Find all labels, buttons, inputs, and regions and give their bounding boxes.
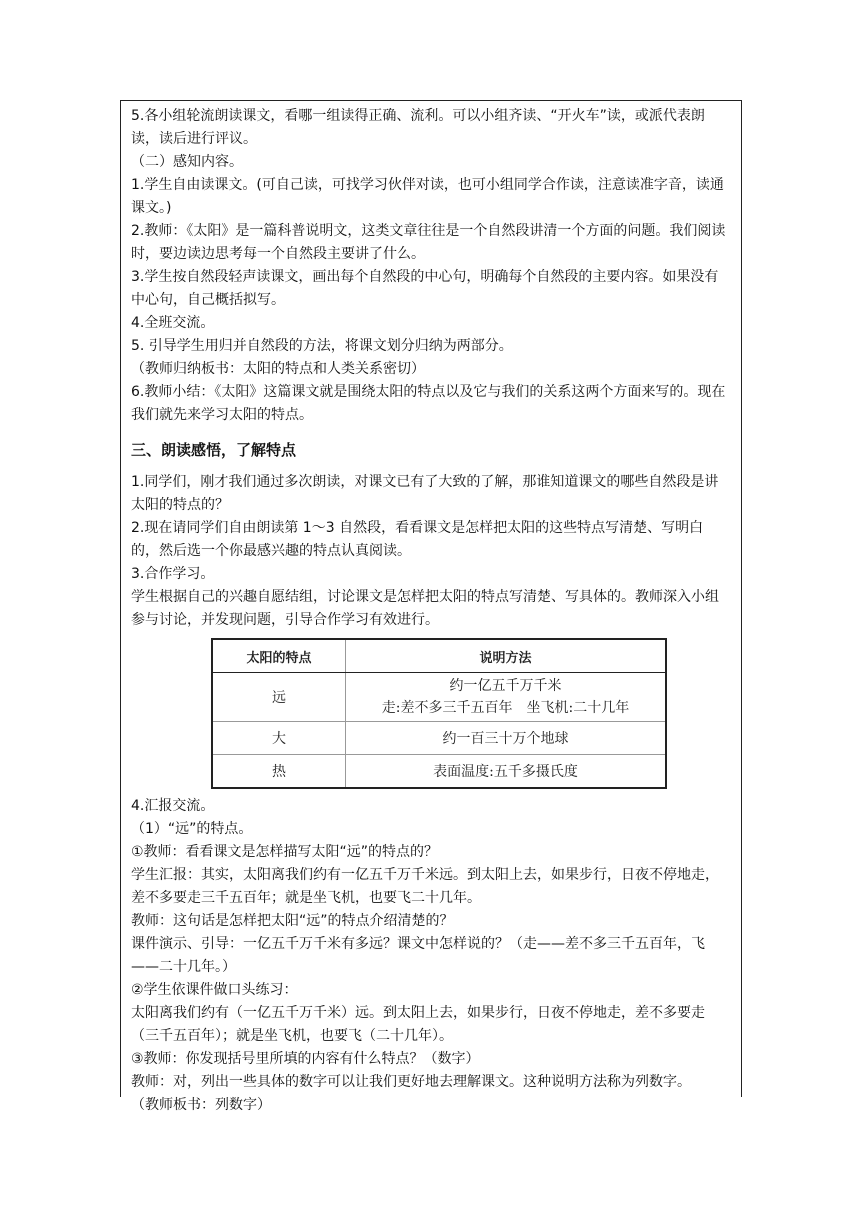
table-cell-method: 约一百三十万个地球 [346,722,667,755]
paragraph: （1）“远”的特点。 [131,821,253,837]
table-header-feature: 太阳的特点 [212,639,346,673]
paragraph: ②学生依课件做口头练习： [131,982,298,998]
table-cell-method [346,673,667,722]
method-line: 走:差不多三千五百年 坐飞机:二十几年 [381,700,630,716]
paragraph: （教师板书：列数字） [131,1097,271,1113]
paragraph: 5. 引导学生用归并自然段的方法，将课文划分归纳为两部分。 [131,338,513,354]
table-row [212,755,666,789]
paragraph: 6.教师小结：《太阳》这篇课文就是围绕太阳的特点以及它与我们的关系这两个方面来写的。现在我们就先来学习太阳的特点。 [131,384,726,423]
paragraph: 3.学生按自然段轻声读课文，画出每个自然段的中心句，明确每个自然段的主要内容。如果没有中心句，自己概括拟写。 [131,269,719,308]
paragraph: 太阳离我们约有（一亿五千万千米）远。到太阳上去，如果步行，日夜不停地走，差不多要走（三千五百年）；就是坐飞机，也要飞（二十几年）。 [131,1005,705,1044]
table-cell-feature: 大 [212,722,346,755]
paragraph: 课件演示、引导：一亿五千万千米有多远？课文中怎样说的？（走——差不多三千五百年，飞——二十几年。） [131,936,705,975]
paragraph: ①教师：看看课文是怎样描写太阳“远”的特点的？ [131,844,439,860]
paragraph: 4.全班交流。 [131,315,215,331]
paragraph: 学生根据自己的兴趣自愿结组，讨论课文是怎样把太阳的特点写清楚、写具体的。教师深入小组参与讨论，并发现问题，引导合作学习有效进行。 [131,589,719,628]
paragraph: ③教师：你发现括号里所填的内容有什么特点？（数字） [131,1051,480,1067]
table-header-row [212,639,666,673]
paragraph: 学生汇报：其实，太阳离我们约有一亿五千万千米远。到太阳上去，如果步行，日夜不停地走，差不多要走三千五百年；就是坐飞机，也要飞二十几年。 [131,867,719,906]
lesson-plan-cell [120,100,742,1113]
paragraph: 4.汇报交流。 [131,798,215,814]
lesson-content [131,105,731,1117]
table-cell-feature: 热 [212,755,346,789]
paragraph: 1.学生自由读课文。(可自己读，可找学习伙伴对读，也可小组同学合作读，注意读准字音，读通课文。) [131,177,724,216]
paragraph: 3.合作学习。 [131,566,215,582]
paragraph: 1.同学们，刚才我们通过多次朗读，对课文已有了大致的了解，那谁知道课文的哪些自然段是讲太阳的特点的？ [131,474,719,513]
table-cell-method: 表面温度:五千多摄氏度 [346,755,667,789]
table-cell-feature: 远 [212,673,346,722]
paragraph: 教师：这句话是怎样把太阳“远”的特点介绍清楚的？ [131,913,454,929]
paragraph: 教师：对，列出一些具体的数字可以让我们更好地去理解课文。这种说明方法称为列数字。 [131,1074,691,1090]
table-row [212,673,666,722]
paragraph: 2.教师：《太阳》是一篇科普说明文，这类文章往往是一个自然段讲清一个方面的问题。我们阅读时，要边读边思考每一个自然段主要讲了什么。 [131,223,726,262]
paragraph: 2.现在请同学们自由朗读第 1～3 自然段，看看课文是怎样把太阳的这些特点写清楚、写明白的，然后选一个你最感兴趣的特点认真阅读。 [131,520,704,559]
paragraph: 5.各小组轮流朗读课文，看哪一组读得正确、流利。可以小组齐读、“开火车”读，或派代表朗读，读后进行评议。 [131,108,705,147]
sun-features-table-wrap [211,638,667,789]
table-header-method: 说明方法 [346,639,667,673]
paragraph: （教师归纳板书：太阳的特点和人类关系密切） [131,361,425,377]
section-heading: 三、朗读感悟，了解特点 [131,441,297,459]
table-row [212,722,666,755]
paragraph: （二）感知内容。 [131,154,243,170]
sun-features-table [211,638,667,789]
method-line: 约一亿五千万千米 [449,678,562,694]
